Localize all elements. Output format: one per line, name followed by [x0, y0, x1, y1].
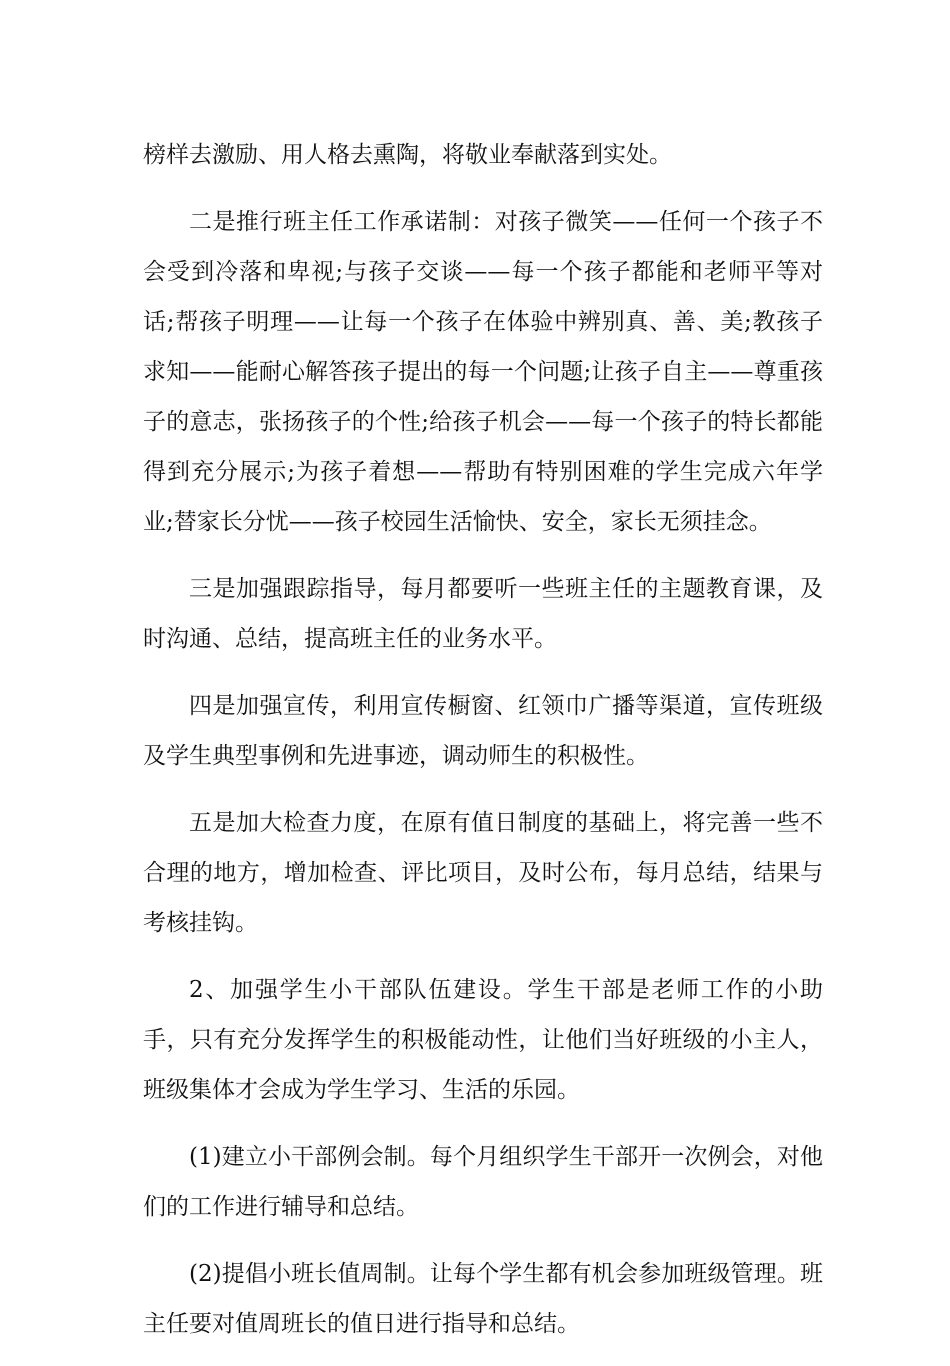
- paragraph-teacher-commitment: 二是推行班主任工作承诺制：对孩子微笑——任何一个孩子不会受到冷落和卑视;与孩子交谈——每一个孩子都能和老师平等对话;帮孩子明理——让每一个孩子在体验中辨别真、善、美;教孩子求知——能耐心解答孩子提出的每一个问题;让孩子自主——尊重孩子的意志，张扬孩子的个性;给孩子机会——每一个孩子的特长都能得到充分展示;为孩子着想——帮助有特别困难的学生完成六年学业;替家长分忧——孩子校园生活愉快、安全，家长无须挂念。: [143, 209, 823, 535]
- paragraph-inspection: 五是加大检查力度，在原有值日制度的基础上，将完善一些不合理的地方，增加检查、评比项目，及时公布，每月总结，结果与考核挂钩。: [143, 810, 823, 936]
- paragraph-weekly-monitor: (2)提倡小班长值周制。让每个学生都有机会参加班级管理。班主任要对值周班长的值日进行指导和总结。: [143, 1261, 823, 1337]
- paragraph-tracking-guidance: 三是加强跟踪指导，每月都要听一些班主任的主题教育课，及时沟通、总结，提高班主任的业务水平。: [143, 576, 823, 652]
- paragraph-student-cadres: 2、加强学生小干部队伍建设。学生干部是老师工作的小助手，只有充分发挥学生的积极能动性，让他们当好班级的小主人，班级集体才会成为学生学习、生活的乐园。: [143, 977, 823, 1103]
- paragraph-continuation: 榜样去激励、用人格去熏陶，将敬业奉献落到实处。: [143, 142, 672, 168]
- document-body: [143, 130, 823, 1366]
- paragraph-cadre-meetings: (1)建立小干部例会制。每个月组织学生干部开一次例会，对他们的工作进行辅导和总结。: [143, 1144, 823, 1220]
- paragraph-publicity: 四是加强宣传，利用宣传橱窗、红领巾广播等渠道，宣传班级及学生典型事例和先进事迹，调动师生的积极性。: [143, 693, 823, 769]
